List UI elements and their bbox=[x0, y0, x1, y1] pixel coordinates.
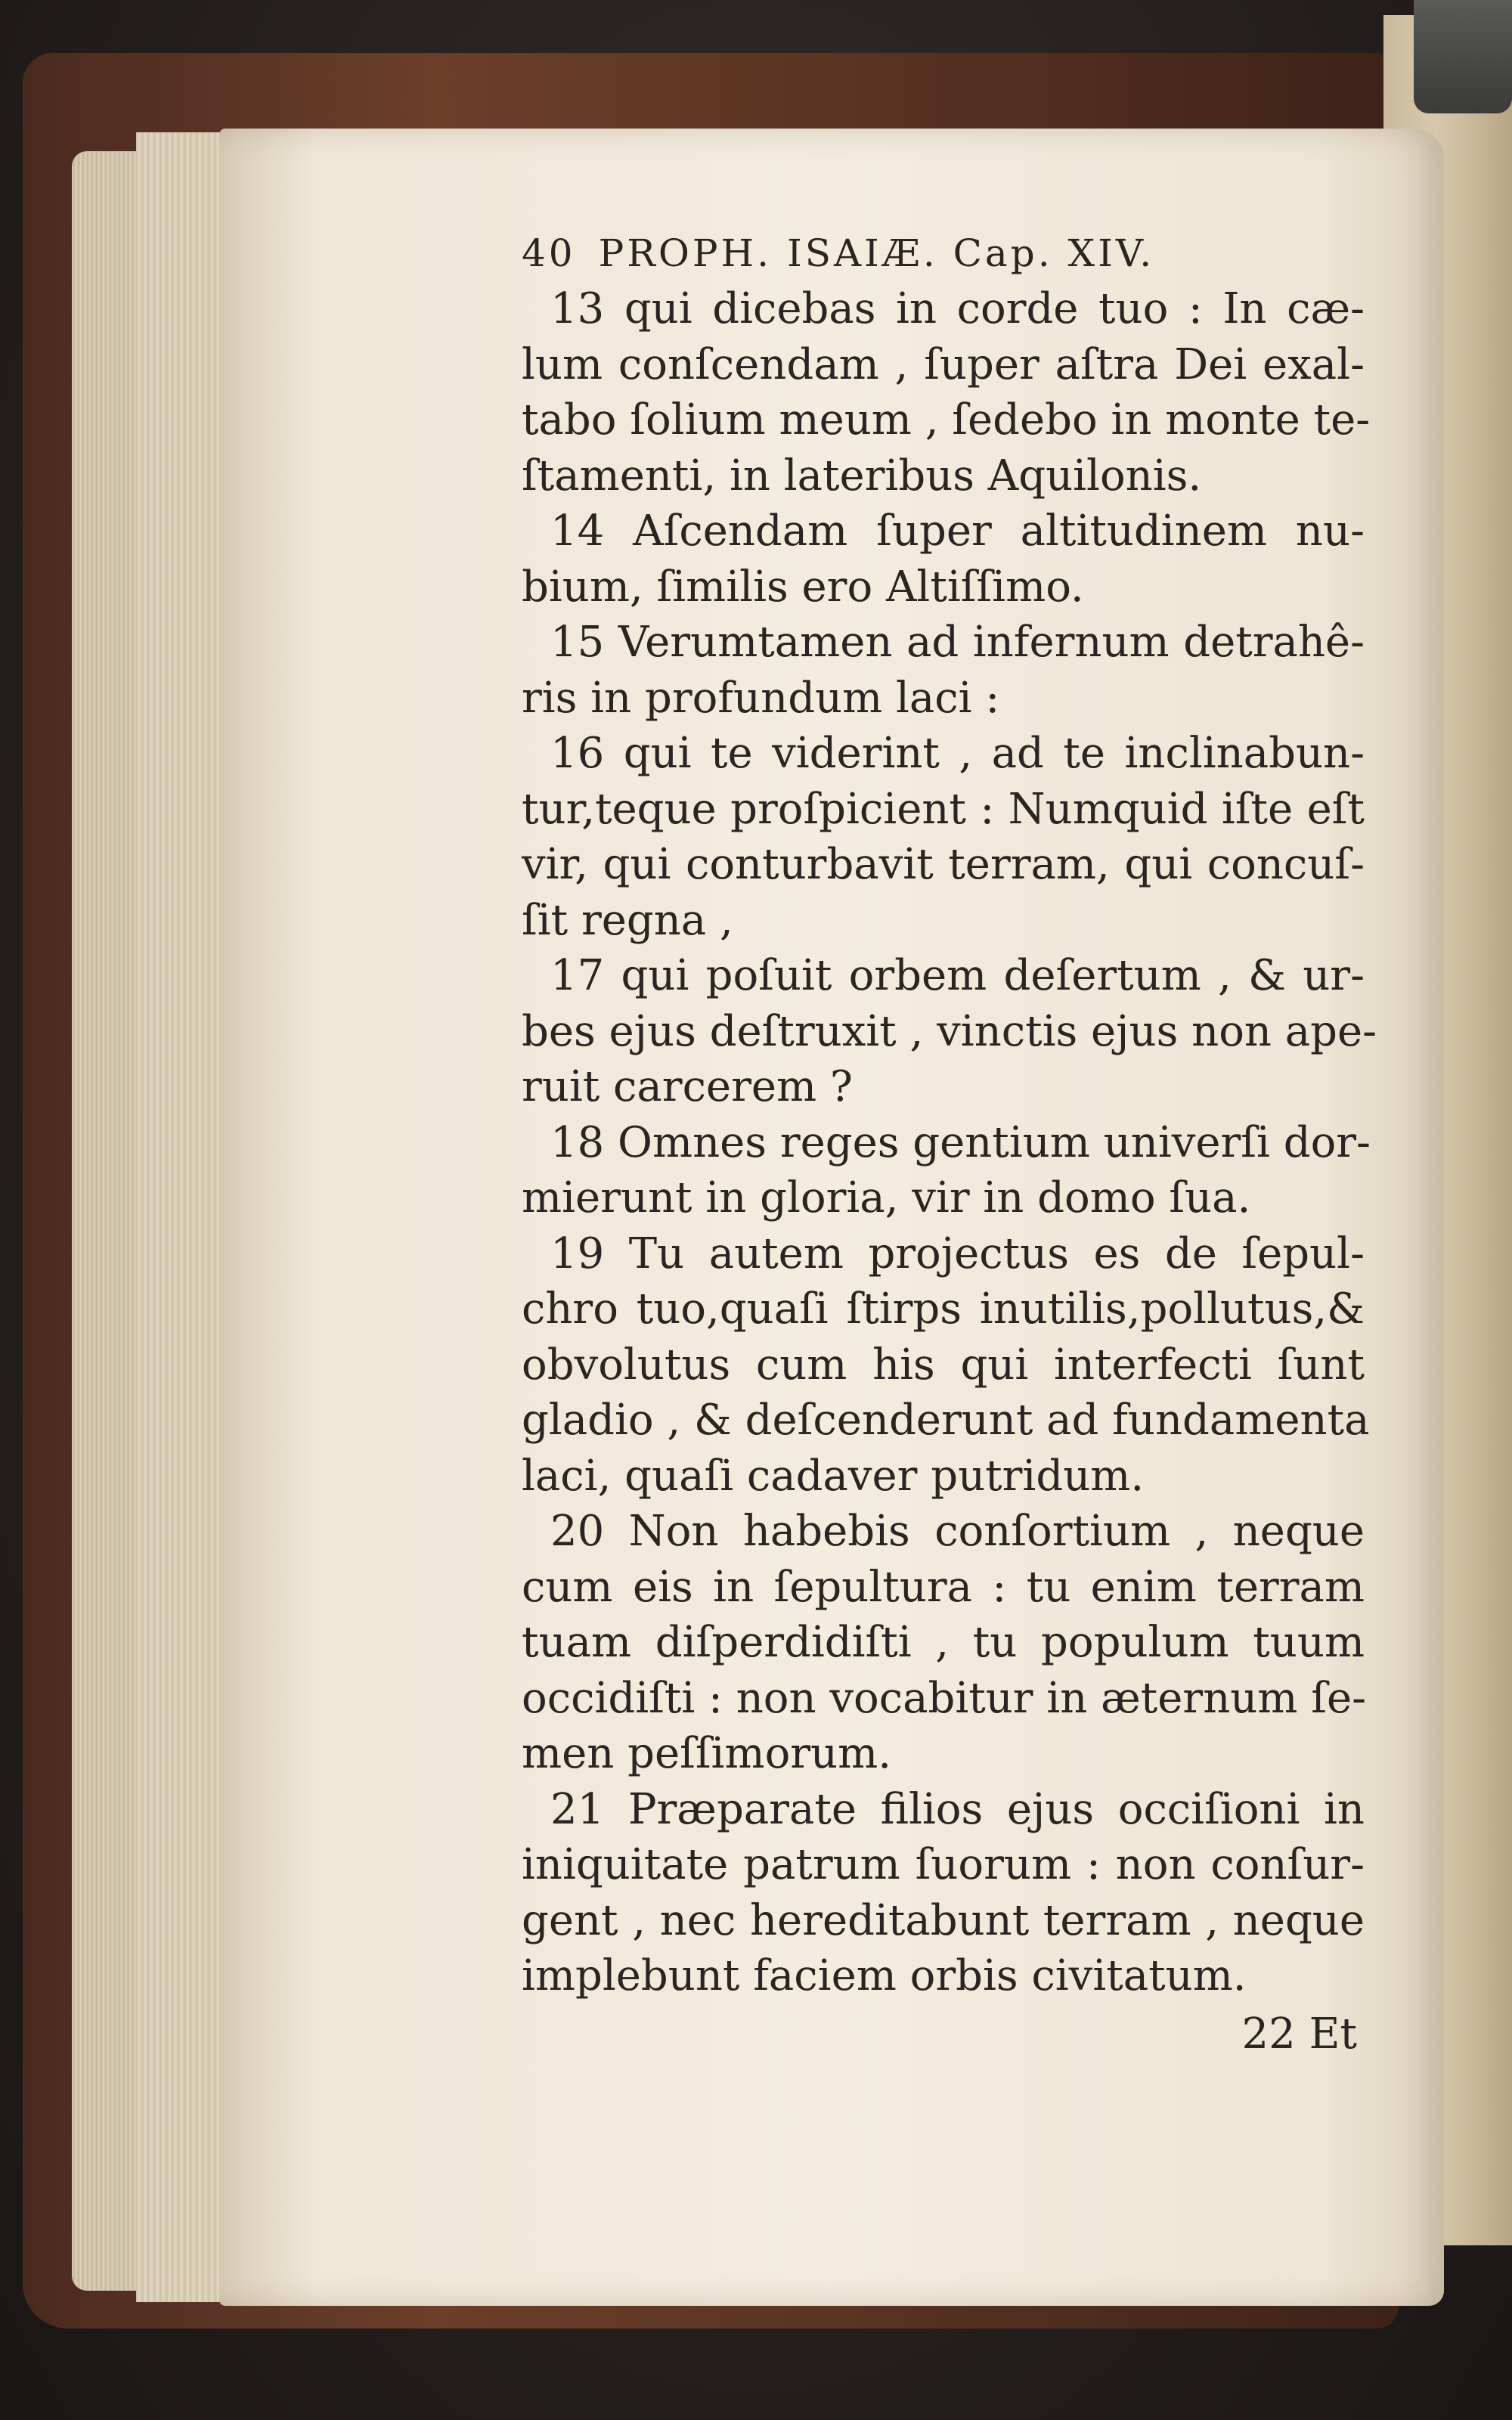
running-header bbox=[522, 225, 1365, 281]
text-line: ruit carcerem ? bbox=[522, 1062, 853, 1111]
text-line: 14 Aſcendam ſuper altitudinem nu- bbox=[550, 507, 1365, 556]
text-line: chro tuo,quaſi ſtirps inutilis,pollutus,& bbox=[522, 1284, 1365, 1334]
text-line: 18 Omnes reges gentium univerſi dor- bbox=[550, 1117, 1371, 1167]
text-line: ſit regna , bbox=[522, 895, 733, 945]
text-line: tur,teque proſpicient : Numquid iſte eſt bbox=[522, 784, 1365, 834]
text-line: men peſſimorum. bbox=[522, 1729, 892, 1778]
text-line: tabo ſolium meum , ſedebo in monte te- bbox=[522, 395, 1371, 445]
page-number: 40 bbox=[522, 231, 576, 275]
text-line: 15 Verumtamen ad infernum detrahê- bbox=[550, 618, 1365, 667]
text-line: bium, ſimilis ero Altiſſimo. bbox=[522, 562, 1084, 612]
text-line: tuam diſperdidiſti , tu populum tuum bbox=[522, 1618, 1365, 1667]
metal-clasp bbox=[1414, 0, 1512, 113]
text-line: gladio , & deſcenderunt ad fundamenta bbox=[522, 1396, 1370, 1445]
text-line: 13 qui dicebas in corde tuo : In cæ- bbox=[550, 284, 1365, 333]
text-line: 21 Præparate filios ejus occiſioni in bbox=[550, 1784, 1365, 1834]
verse-lines bbox=[522, 281, 1377, 2004]
text-line: 20 Non habebis conſortium , neque bbox=[550, 1507, 1365, 1556]
text-line: occidiſti : non vocabitur in æternum ſe- bbox=[522, 1673, 1367, 1723]
text-line: cum eis in ſepultura : tu enim terram bbox=[522, 1562, 1365, 1612]
text-line: gent , nec hereditabunt terram , neque bbox=[522, 1895, 1365, 1945]
text-line: lum conſcendam , ſuper aſtra Dei exal- bbox=[522, 339, 1365, 389]
text-line: ris in profundum laci : bbox=[522, 673, 1000, 723]
text-line: iniquitate patrum ſuorum : non conſur- bbox=[522, 1840, 1365, 1889]
text-line: 19 Tu autem projectus es de ſepul- bbox=[550, 1229, 1365, 1278]
text-line: 17 qui poſuit orbem deſertum , & ur- bbox=[550, 951, 1365, 1000]
page-text bbox=[522, 225, 1377, 2065]
text-line: ſtamenti, in lateribus Aquilonis. bbox=[522, 451, 1202, 500]
text-line: bes ejus deſtruxit , vinctis ejus non ape- bbox=[522, 1006, 1377, 1056]
text-line: obvolutus cum his qui interfecti ſunt bbox=[522, 1340, 1365, 1390]
catchword: 22 Et bbox=[1241, 2009, 1357, 2059]
text-line: vir, qui conturbavit terram, qui concuſ- bbox=[522, 840, 1365, 889]
text-line: 16 qui te viderint , ad te inclinabun- bbox=[550, 729, 1365, 778]
text-line: implebunt faciem orbis civitatum. bbox=[522, 1951, 1247, 2000]
text-line: laci, quaſi cadaver putridum. bbox=[522, 1451, 1145, 1501]
text-line: mierunt in gloria, vir in domo ſua. bbox=[522, 1173, 1251, 1222]
running-title: PROPH. ISAIÆ. Cap. XIV. bbox=[598, 231, 1155, 275]
